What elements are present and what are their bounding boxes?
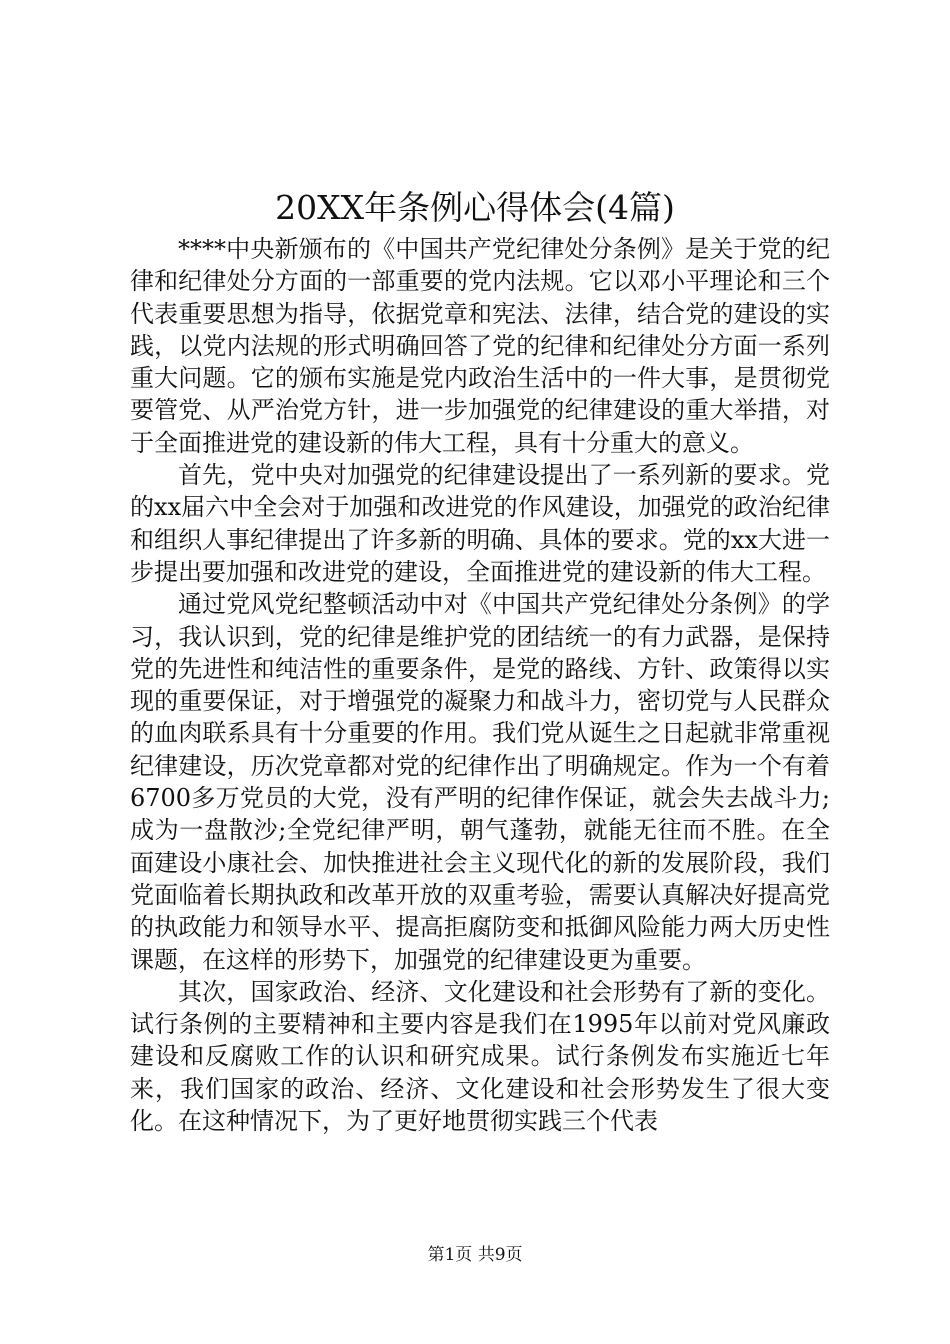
document-title: 20XX年条例心得体会(4篇): [275, 188, 675, 227]
paragraph-3: 通过党风党纪整顿活动中对《中国共产党纪律处分条例》的学习，我认识到，党的纪律是维护党的团结统一的有力武器，是保持党的先进性和纯洁性的重要条件，是党的路线、方针、政策得以实现的重要保证，对于增强党的凝聚力和战斗力，密切党与人民群众的血肉联系具有十分重要的作用。我们党从诞生之日起就非常重视纪律建设，历次党章都对党的纪律作出了明确规定。作为一个有着6700多万党员的大党，没有严明的纪律作保证，就会失去战斗力;成为一盘散沙;全党纪律严明，朝气蓬勃，就能无往而不胜。在全面建设小康社会、加快推进社会主义现代化的新的发展阶段，我们党面临着长期执政和改革开放的双重考验，需要认真解决好提高党的执政能力和领导水平、提高拒腐防变和抵御风险能力两大历史性课题，在这样的形势下，加强党的纪律建设更为重要。: [130, 590, 830, 974]
document-body: [130, 233, 830, 1137]
paragraph-4: 其次，国家政治、经济、文化建设和社会形势有了新的变化。试行条例的主要精神和主要内容是我们在1995年以前对党风廉政建设和反腐败工作的认识和研究成果。试行条例发布实施近七年来，我们国家的政治、经济、文化建设和社会形势发生了很大变化。在这种情况下，为了更好地贯彻实践三个代表: [130, 977, 830, 1136]
page-footer: 第1页 共9页: [427, 1245, 523, 1265]
paragraph-2: 首先，党中央对加强党的纪律建设提出了一系列新的要求。党的xx届六中全会对于加强和改进党的作风建设，加强党的政治纪律和组织人事纪律提出了许多新的明确、具体的要求。党的xx大进一步提出要加强和改进党的建设，全面推进党的建设新的伟大工程。: [130, 461, 830, 586]
paragraph-1: ****中央新颁布的《中国共产党纪律处分条例》是关于党的纪律和纪律处分方面的一部重要的党内法规。它以邓小平理论和三个代表重要思想为指导，依据党章和宪法、法律，结合党的建设的实践，以党内法规的形式明确回答了党的纪律和纪律处分方面一系列重大问题。它的颁布实施是党内政治生活中的一件大事，是贯彻党要管党、从严治党方针，进一步加强党的纪律建设的重大举措，对于全面推进党的建设新的伟大工程，具有十分重大的意义。: [130, 235, 830, 457]
